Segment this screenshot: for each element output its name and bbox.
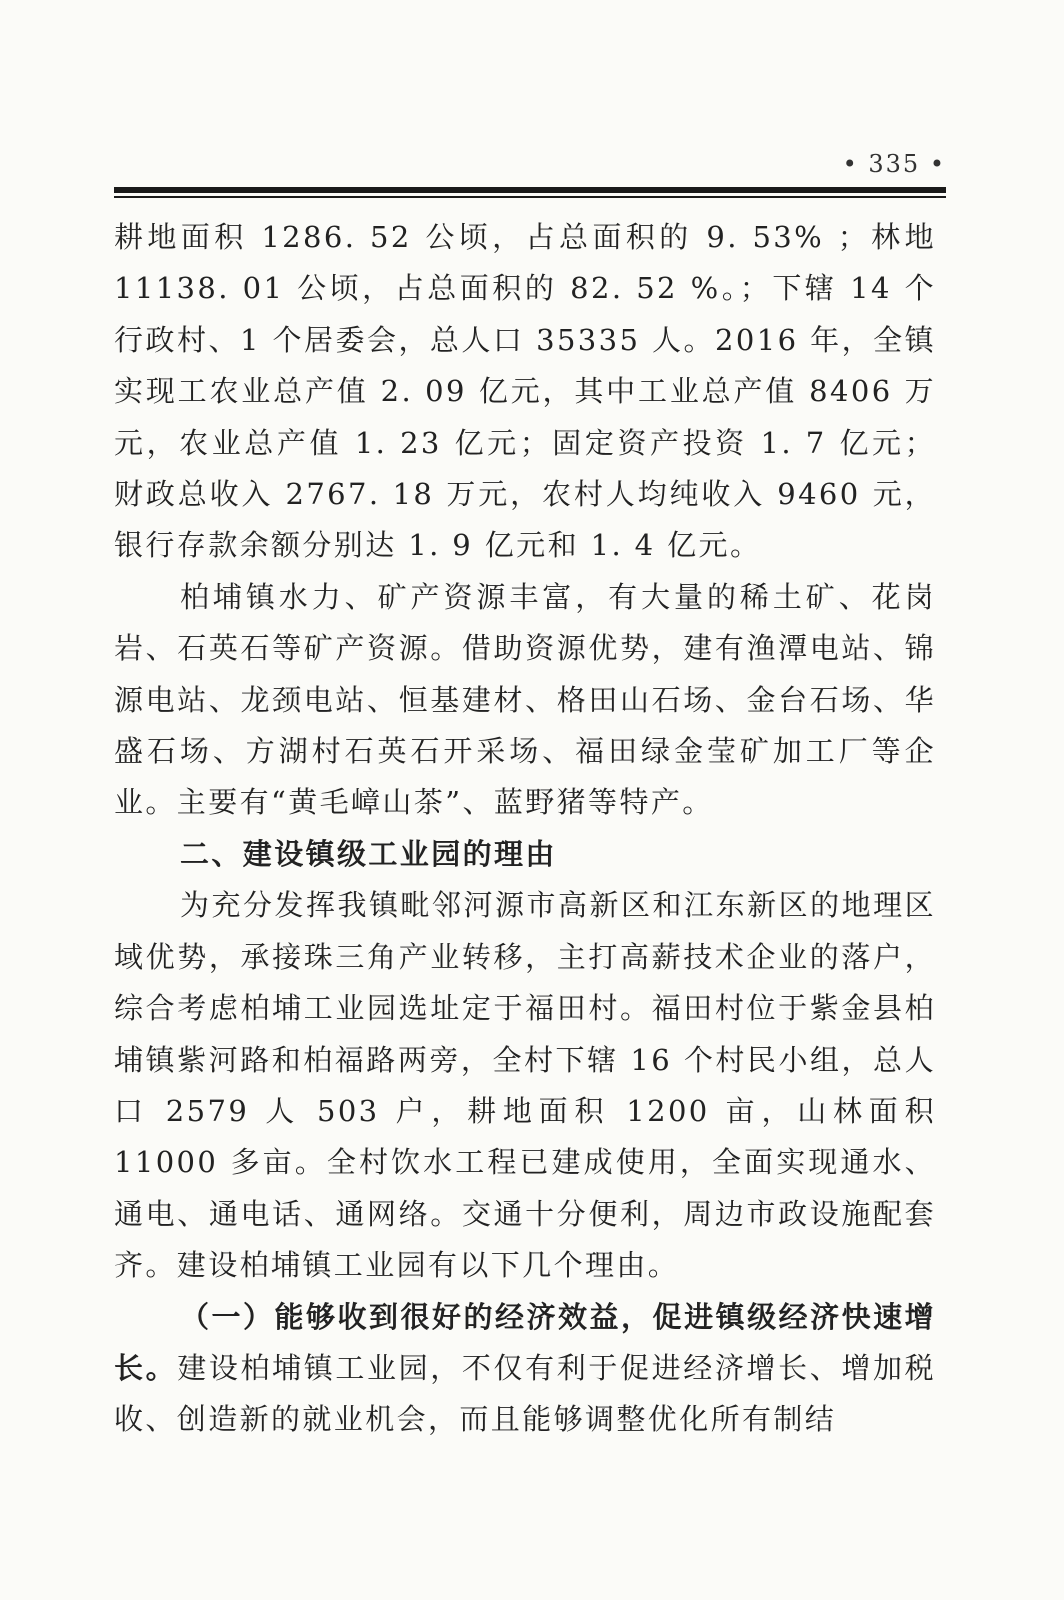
page-body — [114, 212, 936, 1446]
header-rule-thin — [114, 196, 946, 198]
paragraph-continued: 耕地面积 1286. 52 公顷，占总面积的 9. 53% ；林地 11138. 01 公顷，占总面积的 82. 52 %。；下辖 14 个行政村、1 个居委会，总人口 35335 人。2016 年，全镇实现工农业总产值 2. 09 亿元，其中工业总产值 8406 万元，农业总产值 1. 23 亿元；固定资产投资 1. 7 亿元；财政总收入 2767. 18 万元，农村人均纯收入 9460 元，银行存款余额分别达 1. 9 亿元和 1. 4 亿元。 — [114, 220, 936, 563]
page-number: • 335 • — [842, 150, 946, 178]
subheading-economic-benefit: （一）能够收到很好的经济效益，促进镇级经济快速增长。 — [114, 1299, 936, 1385]
section-heading: 二、建设镇级工业园的理由 — [180, 836, 557, 871]
page-header — [114, 150, 946, 200]
paragraph-economic-benefit-text: 建设柏埔镇工业园，不仅有利于促进经济增长、增加税收、创造新的就业机会，而且能够调整优化所有制结 — [114, 1350, 936, 1437]
header-rule-thick — [114, 187, 946, 193]
paragraph-location: 为充分发挥我镇毗邻河源市高新区和江东新区的地理区域优势，承接珠三角产业转移，主打高薪技术企业的落户，综合考虑柏埔工业园选址定于福田村。福田村位于紫金县柏埔镇紫河路和柏福路两旁，全村下辖 16 个村民小组，总人口 2579 人 503 户，耕地面积 1200 亩，山林面积 11000 多亩。全村饮水工程已建成使用，全面实现通水、通电、通电话、通网络。交通十分便利，周边市政设施配套齐。建设柏埔镇工业园有以下几个理由。 — [114, 888, 936, 1283]
paragraph-economic-benefit — [114, 1292, 936, 1446]
paragraph-resources: 柏埔镇水力、矿产资源丰富，有大量的稀土矿、花岗岩、石英石等矿产资源。借助资源优势，建有渔潭电站、锦源电站、龙颈电站、恒基建材、格田山石场、金台石场、华盛石场、方湖村石英石开采场、福田绿金莹矿加工厂等企业。主要有“黄毛嶂山茶”、蓝野猪等特产。 — [114, 579, 936, 820]
